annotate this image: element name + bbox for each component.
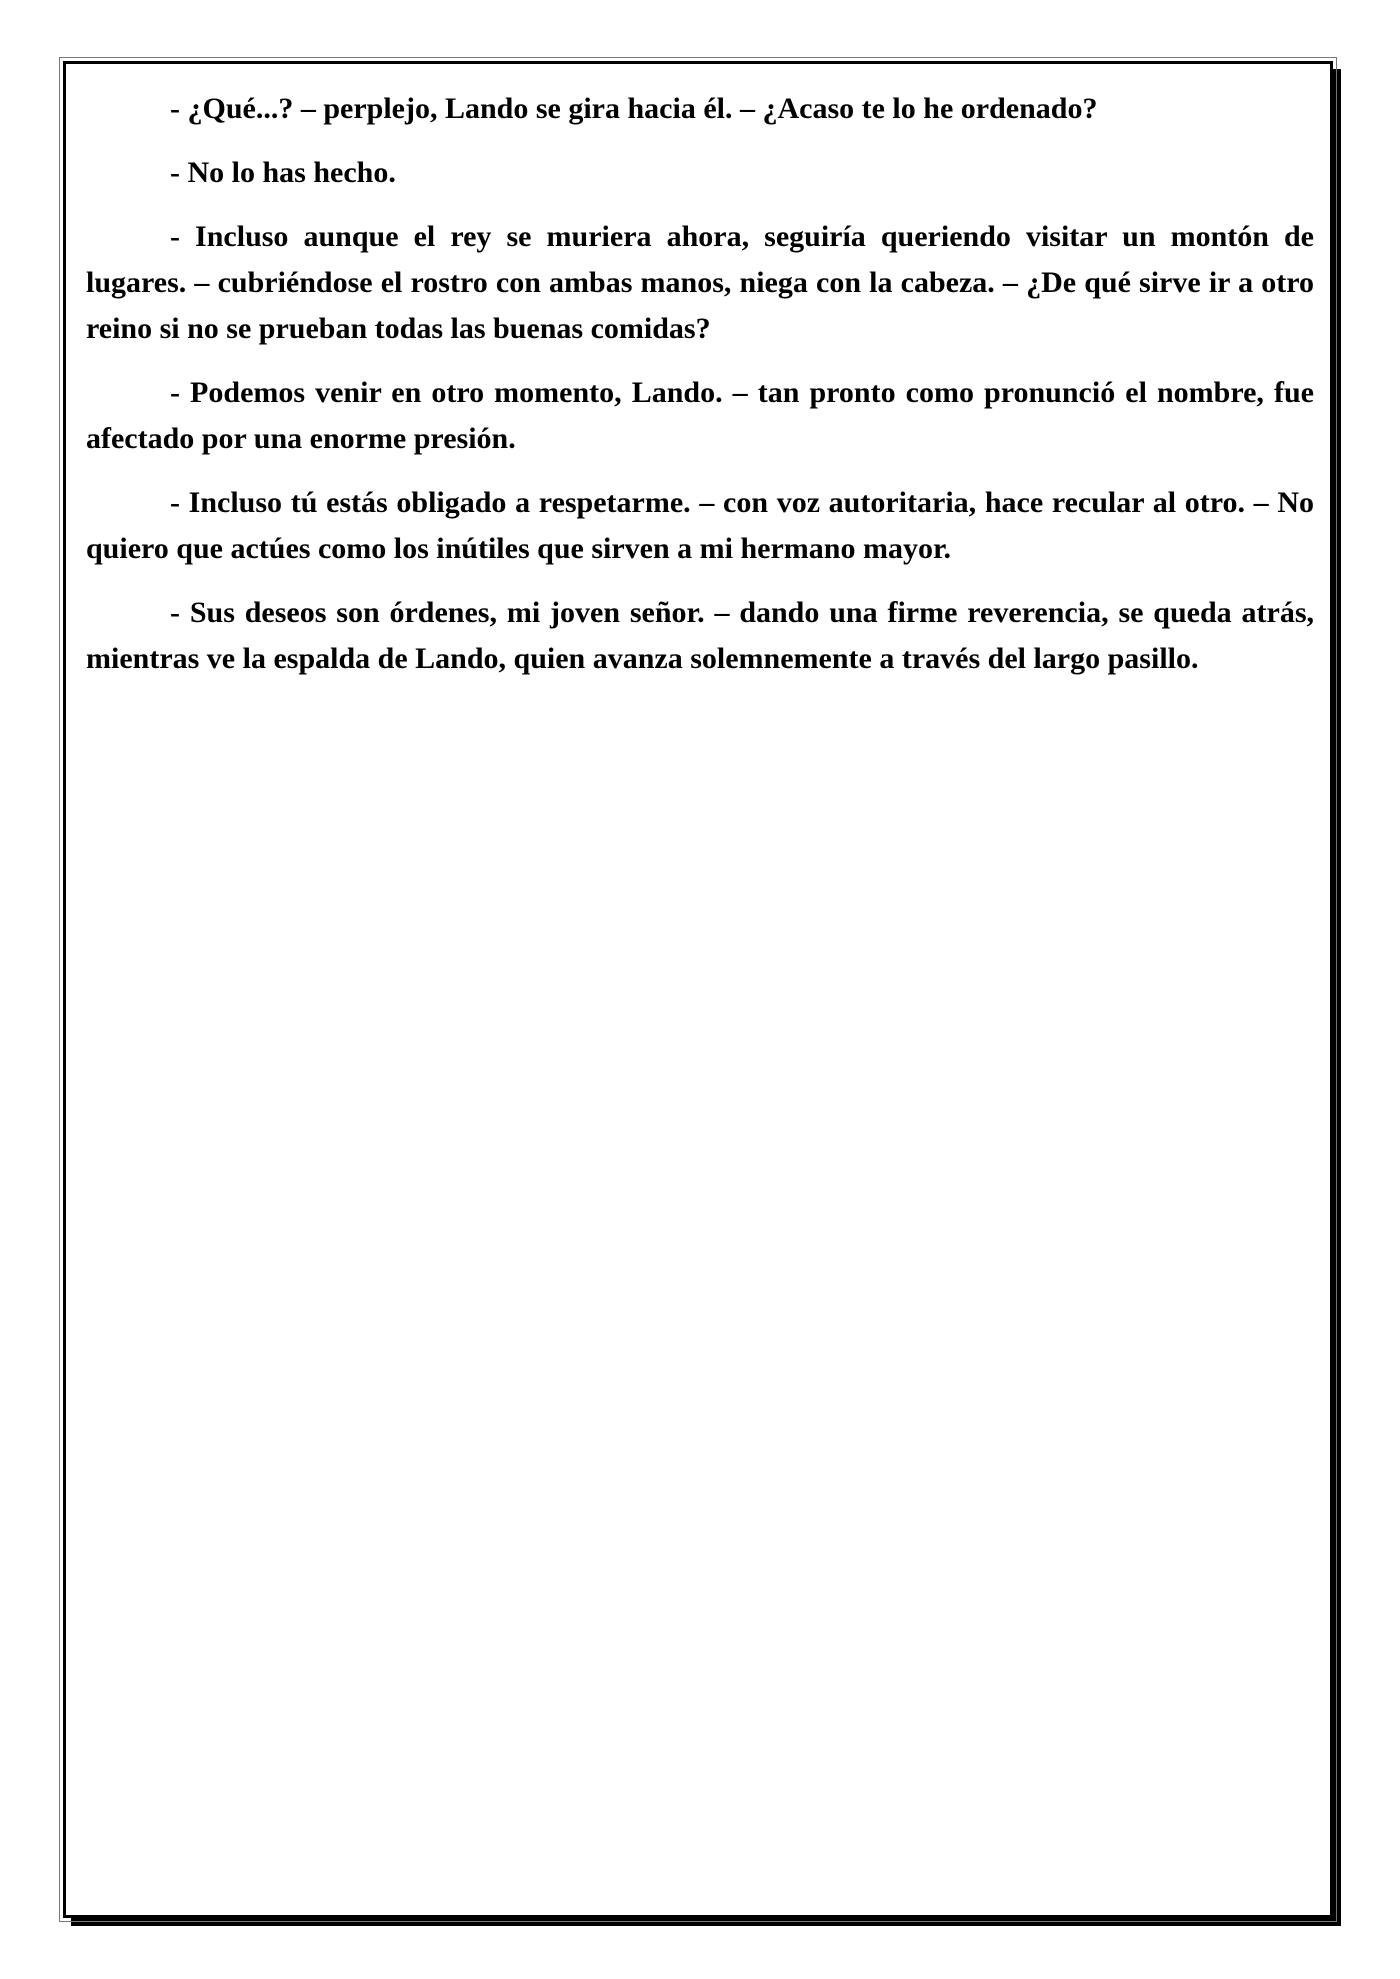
paragraph-1: - ¿Qué...? – perplejo, Lando se gira hacia él. – ¿Acaso te lo he ordenado? xyxy=(170,92,1098,125)
paragraph-2: - No lo has hecho. xyxy=(170,156,396,189)
text-body xyxy=(86,86,1314,700)
paragraph-6: - Sus deseos son órdenes, mi joven señor. – dando una firme reverencia, se queda atrás, mientras ve la espalda de Lando, quien avanza solemnemente a través del largo pasillo. xyxy=(86,596,1314,675)
paragraph-5: - Incluso tú estás obligado a respetarme. – con voz autoritaria, hace recular al otro. – No quiero que actúes como los inútiles que sirven a mi hermano mayor. xyxy=(86,486,1314,565)
paragraph-3: - Incluso aunque el rey se muriera ahora, seguiría queriendo visitar un montón de lugares. – cubriéndose el rostro con ambas manos, niega con la cabeza. – ¿De qué sirve ir a otro reino si no se prueban todas las buenas comidas? xyxy=(86,220,1314,345)
page-frame xyxy=(63,61,1333,1918)
paragraph-4: - Podemos venir en otro momento, Lando. – tan pronto como pronunció el nombre, fue afectado por una enorme presión. xyxy=(86,376,1314,455)
